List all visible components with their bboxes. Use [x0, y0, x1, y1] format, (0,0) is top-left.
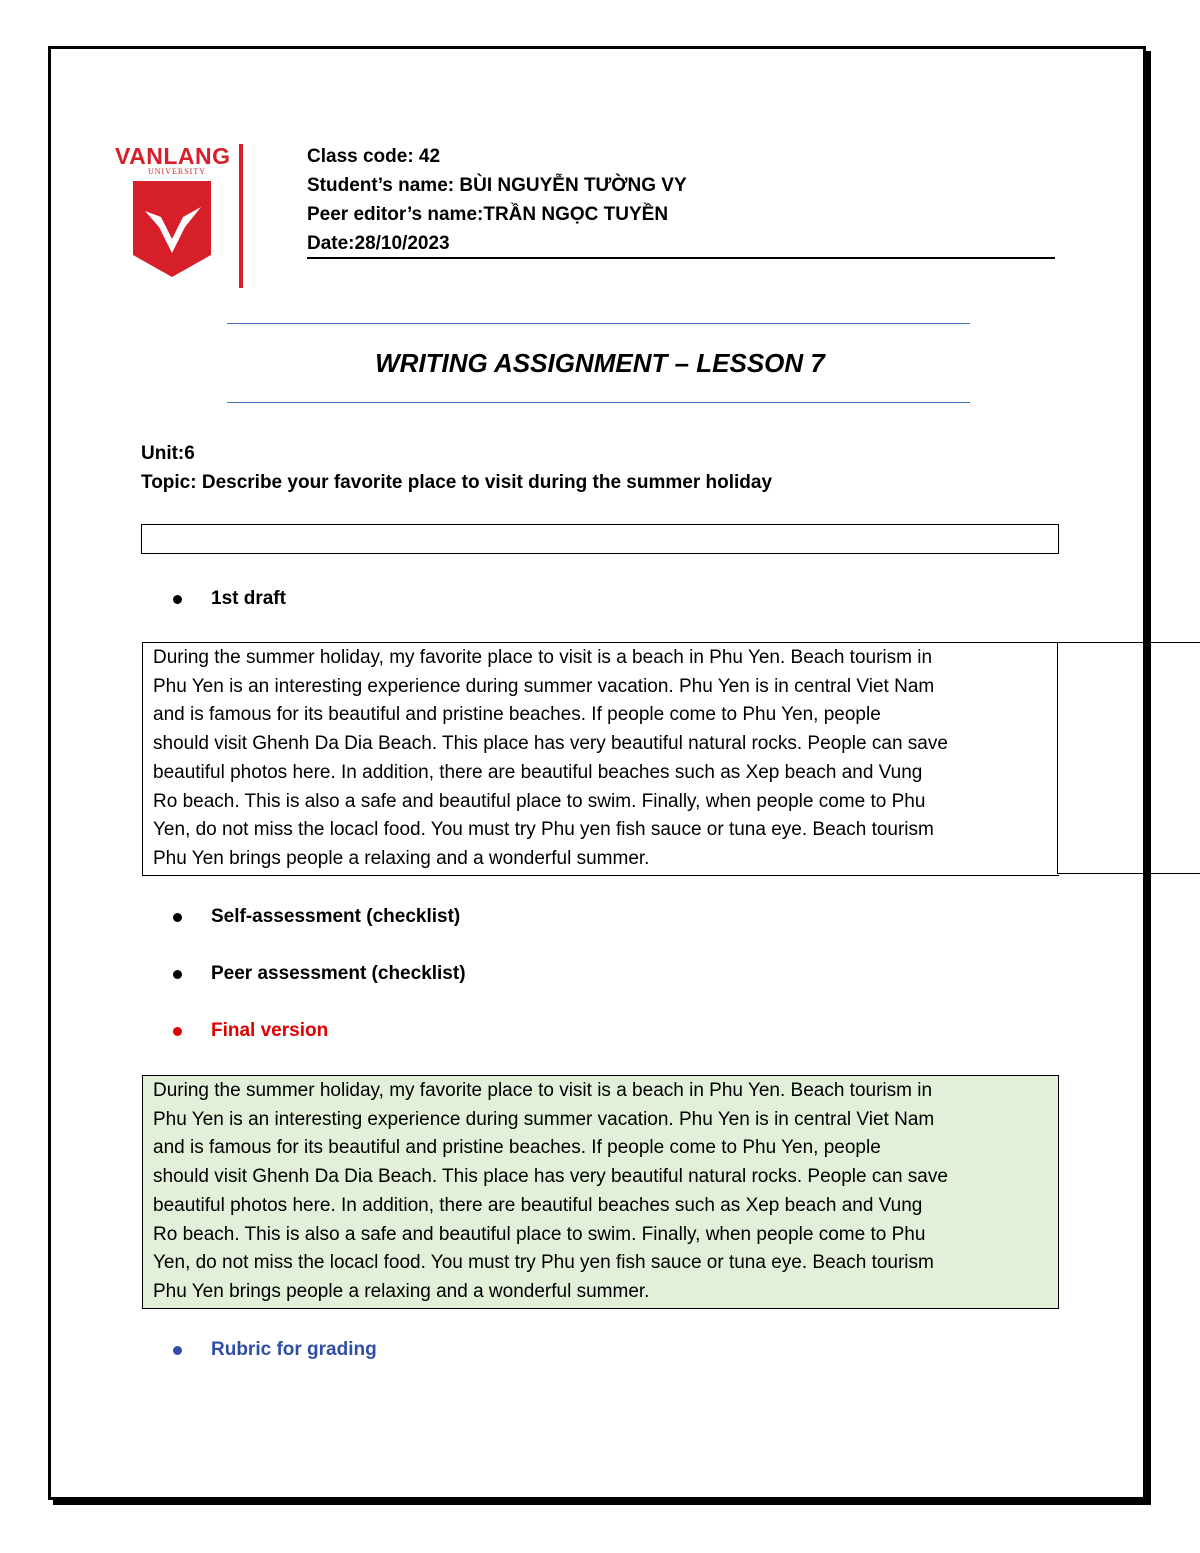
- rubric-heading: [173, 1338, 377, 1362]
- essay-line: and is famous for its beautiful and pristine beaches. If people come to Phu Yen, people: [153, 1137, 881, 1159]
- essay-line: beautiful photos here. In addition, there are beautiful beaches such as Xep beach and Vung: [153, 761, 923, 783]
- first-draft-heading: [173, 587, 286, 611]
- final-version-heading: [173, 1019, 328, 1043]
- shield-logo-icon: [133, 181, 211, 282]
- essay-line: Phu Yen brings people a relaxing and a wonderful summer.: [153, 847, 650, 869]
- essay-line: Phu Yen brings people a relaxing and a wonderful summer.: [153, 1280, 650, 1302]
- date: Date:28/10/2023: [307, 233, 450, 254]
- final-version-label: Final version: [211, 1020, 329, 1041]
- essay-line: Yen, do not miss the locacl food. You must try Phu yen fish sauce or tuna eye. Beach tourism: [153, 1252, 934, 1274]
- final-essay-box: [142, 1075, 1059, 1309]
- essay-line: Ro beach. This is also a safe and beautiful place to swim. Finally, when people come to Phu: [153, 790, 926, 812]
- class-code: Class code: 42: [307, 146, 441, 167]
- title-rule-bottom: [227, 402, 970, 403]
- essay-line: Phu Yen is an interesting experience during summer vacation. Phu Yen is in central Viet Nam: [153, 1108, 935, 1130]
- bullet-icon: [173, 970, 182, 979]
- essay-line: Phu Yen is an interesting experience during summer vacation. Phu Yen is in central Viet Nam: [153, 675, 935, 697]
- empty-input-box: [141, 524, 1059, 554]
- topic-label: Topic: Describe your favorite place to visit during the summer holiday: [141, 472, 773, 493]
- rubric-label: Rubric for grading: [211, 1339, 377, 1360]
- header-underline: [307, 257, 1055, 259]
- essay-line: During the summer holiday, my favorite place to visit is a beach in Phu Yen. Beach tourism in: [153, 647, 933, 668]
- title-rule-top: [227, 323, 970, 324]
- bullet-icon: [173, 913, 182, 922]
- bullet-icon: [173, 1027, 182, 1036]
- bullet-icon: [173, 595, 182, 604]
- essay-line: During the summer holiday, my favorite place to visit is a beach in Phu Yen. Beach tourism in: [153, 1080, 933, 1101]
- unit-label: Unit:6: [141, 443, 195, 464]
- peer-assessment-heading: [173, 962, 466, 986]
- draft-side-cell: [1057, 642, 1200, 874]
- essay-line: and is famous for its beautiful and pristine beaches. If people come to Phu Yen, people: [153, 704, 881, 726]
- essay-line: should visit Ghenh Da Dia Beach. This place has very beautiful natural rocks. People can save: [153, 1166, 948, 1188]
- logo-divider: [239, 144, 243, 288]
- student-name: Student’s name: BÙI NGUYỄN TƯỜNG VY: [307, 175, 687, 196]
- header-info: [307, 142, 687, 258]
- peer-editor-name: Peer editor’s name:TRẦN NGỌC TUYỀN: [307, 204, 669, 225]
- logo-subtitle: UNIVERSITY: [148, 167, 206, 176]
- essay-line: Ro beach. This is also a safe and beautiful place to swim. Finally, when people come to Phu: [153, 1223, 926, 1245]
- peer-assessment-label: Peer assessment (checklist): [211, 963, 466, 984]
- essay-line: beautiful photos here. In addition, there are beautiful beaches such as Xep beach and Vung: [153, 1194, 923, 1216]
- page-title: WRITING ASSIGNMENT – LESSON 7: [375, 348, 825, 378]
- unit-topic: [141, 439, 772, 497]
- essay-line: should visit Ghenh Da Dia Beach. This place has very beautiful natural rocks. People can save: [153, 733, 948, 755]
- self-assessment-heading: [173, 905, 460, 929]
- self-assessment-label: Self-assessment (checklist): [211, 906, 461, 927]
- essay-line: Yen, do not miss the locacl food. You must try Phu yen fish sauce or tuna eye. Beach tourism: [153, 819, 934, 841]
- draft-essay-box: [142, 642, 1059, 876]
- bullet-icon: [173, 1346, 182, 1355]
- first-draft-label: 1st draft: [211, 588, 286, 609]
- logo-wordmark: VANLANG: [115, 143, 231, 169]
